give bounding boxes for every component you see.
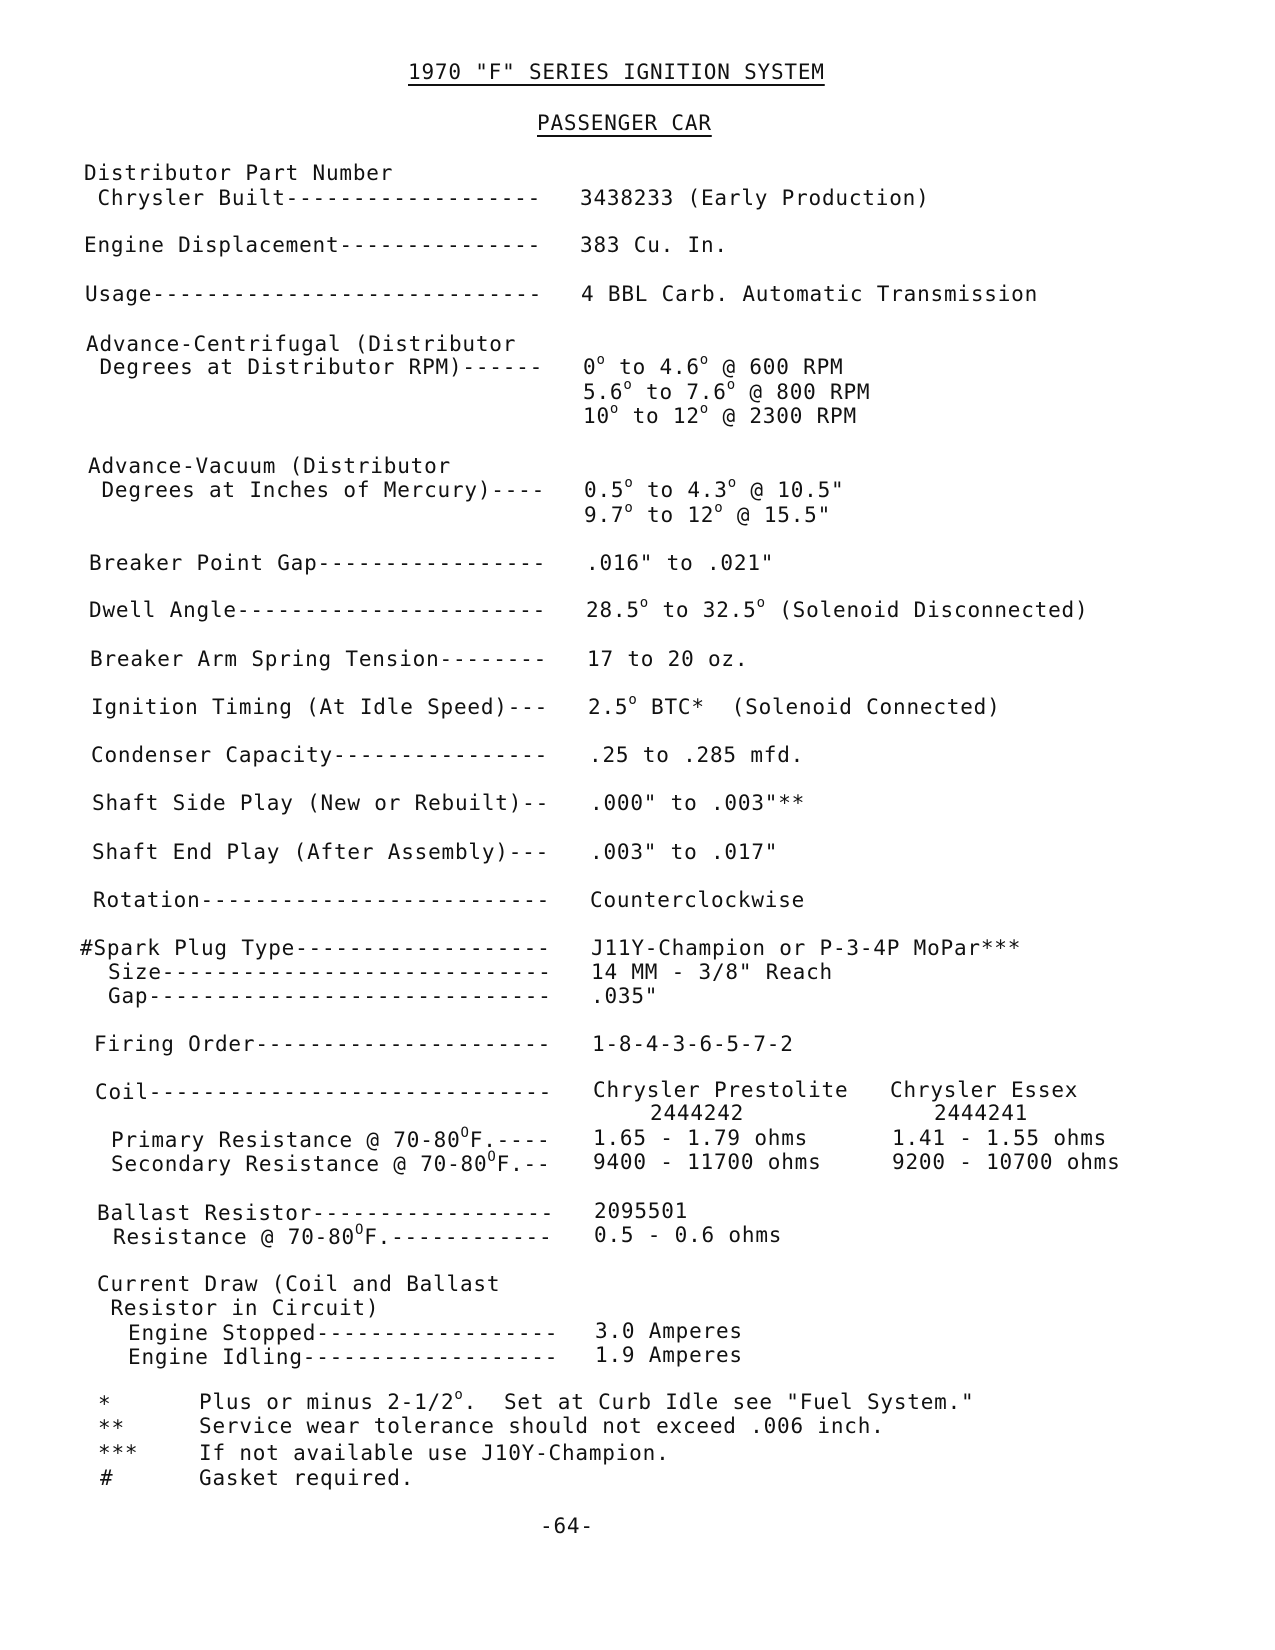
breaker-point-gap-value: .016" to .021": [586, 551, 775, 575]
footnote-4-mark: #: [100, 1466, 114, 1490]
shaft-end-play-label: Shaft End Play (After Assembly)---: [92, 840, 550, 864]
footnote-1-mark: *: [98, 1392, 112, 1416]
breaker-arm-label: Breaker Arm Spring Tension--------: [90, 647, 548, 671]
secondary-resistance-essex: 9200 - 10700 ohms: [892, 1150, 1121, 1174]
secondary-resistance-label: Secondary Resistance @ $70-80^OF.--$: [111, 1149, 551, 1176]
footnote-2-mark: **: [98, 1416, 125, 1440]
dwell-angle-value: 28.5$^o$ to 32.5$^o$ (Solenoid Disconnected): [586, 595, 1089, 622]
coil-essex-part: 2444241: [934, 1101, 1029, 1125]
shaft-side-play-value: .000" to .003"**: [590, 791, 806, 815]
advance-centrifugal-value-1: 0$^o$ to 4.6$^o$ @ 600 RPM: [583, 352, 844, 379]
engine-displacement-label: Engine Displacement---------------: [84, 233, 542, 257]
shaft-side-play-label: Shaft Side Play (New or Rebuilt)--: [92, 791, 550, 815]
engine-idling-label: Engine Idling-------------------: [128, 1345, 559, 1369]
footnote-1-text: Plus or minus 2-1/2$^o$. Set at Curb Idle see "Fuel System.": [199, 1387, 975, 1414]
engine-stopped-value: 3.0 Amperes: [595, 1319, 743, 1343]
usage-value: 4 BBL Carb. Automatic Transmission: [581, 282, 1039, 306]
distributor-label: Distributor Part Number: [84, 161, 394, 185]
spark-plug-size-value: 14 MM - 3/8" Reach: [591, 960, 833, 984]
footnote-4-text: Gasket required.: [199, 1466, 415, 1490]
advance-centrifugal-value-3: 10$^o$ to 12$^o$ @ 2300 RPM: [583, 401, 857, 428]
firing-order-value: 1-8-4-3-6-5-7-2: [592, 1032, 794, 1056]
ignition-timing-label: Ignition Timing (At Idle Speed)---: [91, 695, 549, 719]
secondary-resistance-prestolite: 9400 - 11700 ohms: [593, 1150, 822, 1174]
spark-plug-size-label: Size-----------------------------: [108, 960, 552, 984]
page-title: 1970 "F" SERIES IGNITION SYSTEM: [408, 60, 825, 84]
usage-label: Usage-----------------------------: [85, 282, 543, 306]
advance-centrifugal-label: Advance-Centrifugal (Distributor: [86, 332, 517, 356]
spark-plug-type-value: J11Y-Champion or P-3-4P MoPar***: [591, 936, 1022, 960]
page-subtitle: PASSENGER CAR: [537, 111, 712, 135]
footnote-2-text: Service wear tolerance should not exceed .006 inch.: [199, 1414, 885, 1438]
breaker-arm-value: 17 to 20 oz.: [587, 647, 749, 671]
primary-resistance-label: Primary Resistance @ $70-80^OF.----$: [111, 1125, 551, 1152]
primary-resistance-essex: 1.41 - 1.55 ohms: [892, 1126, 1108, 1150]
current-draw-label-2: Resistor in Circuit): [97, 1296, 380, 1320]
rotation-label: Rotation--------------------------: [93, 888, 551, 912]
page-number: -64-: [540, 1514, 594, 1538]
firing-order-label: Firing Order----------------------: [94, 1032, 552, 1056]
breaker-point-gap-label: Breaker Point Gap-----------------: [89, 551, 547, 575]
engine-stopped-label: Engine Stopped------------------: [128, 1321, 559, 1345]
shaft-end-play-value: .003" to .017": [590, 840, 779, 864]
condenser-label: Condenser Capacity----------------: [91, 743, 549, 767]
engine-displacement-value: 383 Cu. In.: [580, 233, 728, 257]
ballast-resistor-label: Ballast Resistor------------------: [97, 1201, 555, 1225]
coil-prestolite-name: Chrysler Prestolite: [593, 1078, 849, 1102]
coil-essex-name: Chrysler Essex: [890, 1078, 1079, 1102]
ignition-timing-value: 2.5$^o$ BTC* (Solenoid Connected): [588, 692, 1001, 719]
condenser-value: .25 to .285 mfd.: [589, 743, 805, 767]
advance-vacuum-label: Advance-Vacuum (Distributor: [88, 454, 451, 478]
advance-centrifugal-value-2: 5.6$^o$ to 7.6$^o$ @ 800 RPM: [583, 377, 871, 404]
advance-vacuum-value-1: 0.5$^o$ to 4.3$^o$ @ 10.5": [584, 475, 845, 502]
spark-plug-gap-label: Gap------------------------------: [108, 984, 552, 1008]
chrysler-built-label: Chrysler Built-------------------: [84, 186, 542, 210]
ballast-resistance-label: Resistance @ $70-80^OF.------------$: [113, 1222, 553, 1249]
footnote-3-text: If not available use J10Y-Champion.: [199, 1441, 670, 1465]
engine-idling-value: 1.9 Amperes: [595, 1343, 743, 1367]
chrysler-built-value: 3438233 (Early Production): [580, 186, 930, 210]
ballast-resistor-value: 2095501: [594, 1199, 689, 1223]
ballast-resistance-value: 0.5 - 0.6 ohms: [594, 1223, 783, 1247]
advance-vacuum-label-2: Degrees at Inches of Mercury)----: [88, 478, 546, 502]
coil-prestolite-part: 2444242: [650, 1101, 745, 1125]
primary-resistance-prestolite: 1.65 - 1.79 ohms: [593, 1126, 809, 1150]
advance-centrifugal-label-2: Degrees at Distributor RPM)------: [86, 355, 544, 379]
current-draw-label: Current Draw (Coil and Ballast: [97, 1272, 501, 1296]
footnote-3-mark: ***: [98, 1441, 139, 1465]
coil-label: Coil------------------------------: [95, 1080, 553, 1104]
rotation-value: Counterclockwise: [590, 888, 806, 912]
dwell-angle-label: Dwell Angle-----------------------: [89, 598, 547, 622]
spark-plug-type-label: #Spark Plug Type-------------------: [80, 936, 551, 960]
advance-vacuum-value-2: 9.7$^o$ to 12$^o$ @ 15.5": [584, 500, 832, 527]
spark-plug-gap-value: .035": [591, 984, 659, 1008]
